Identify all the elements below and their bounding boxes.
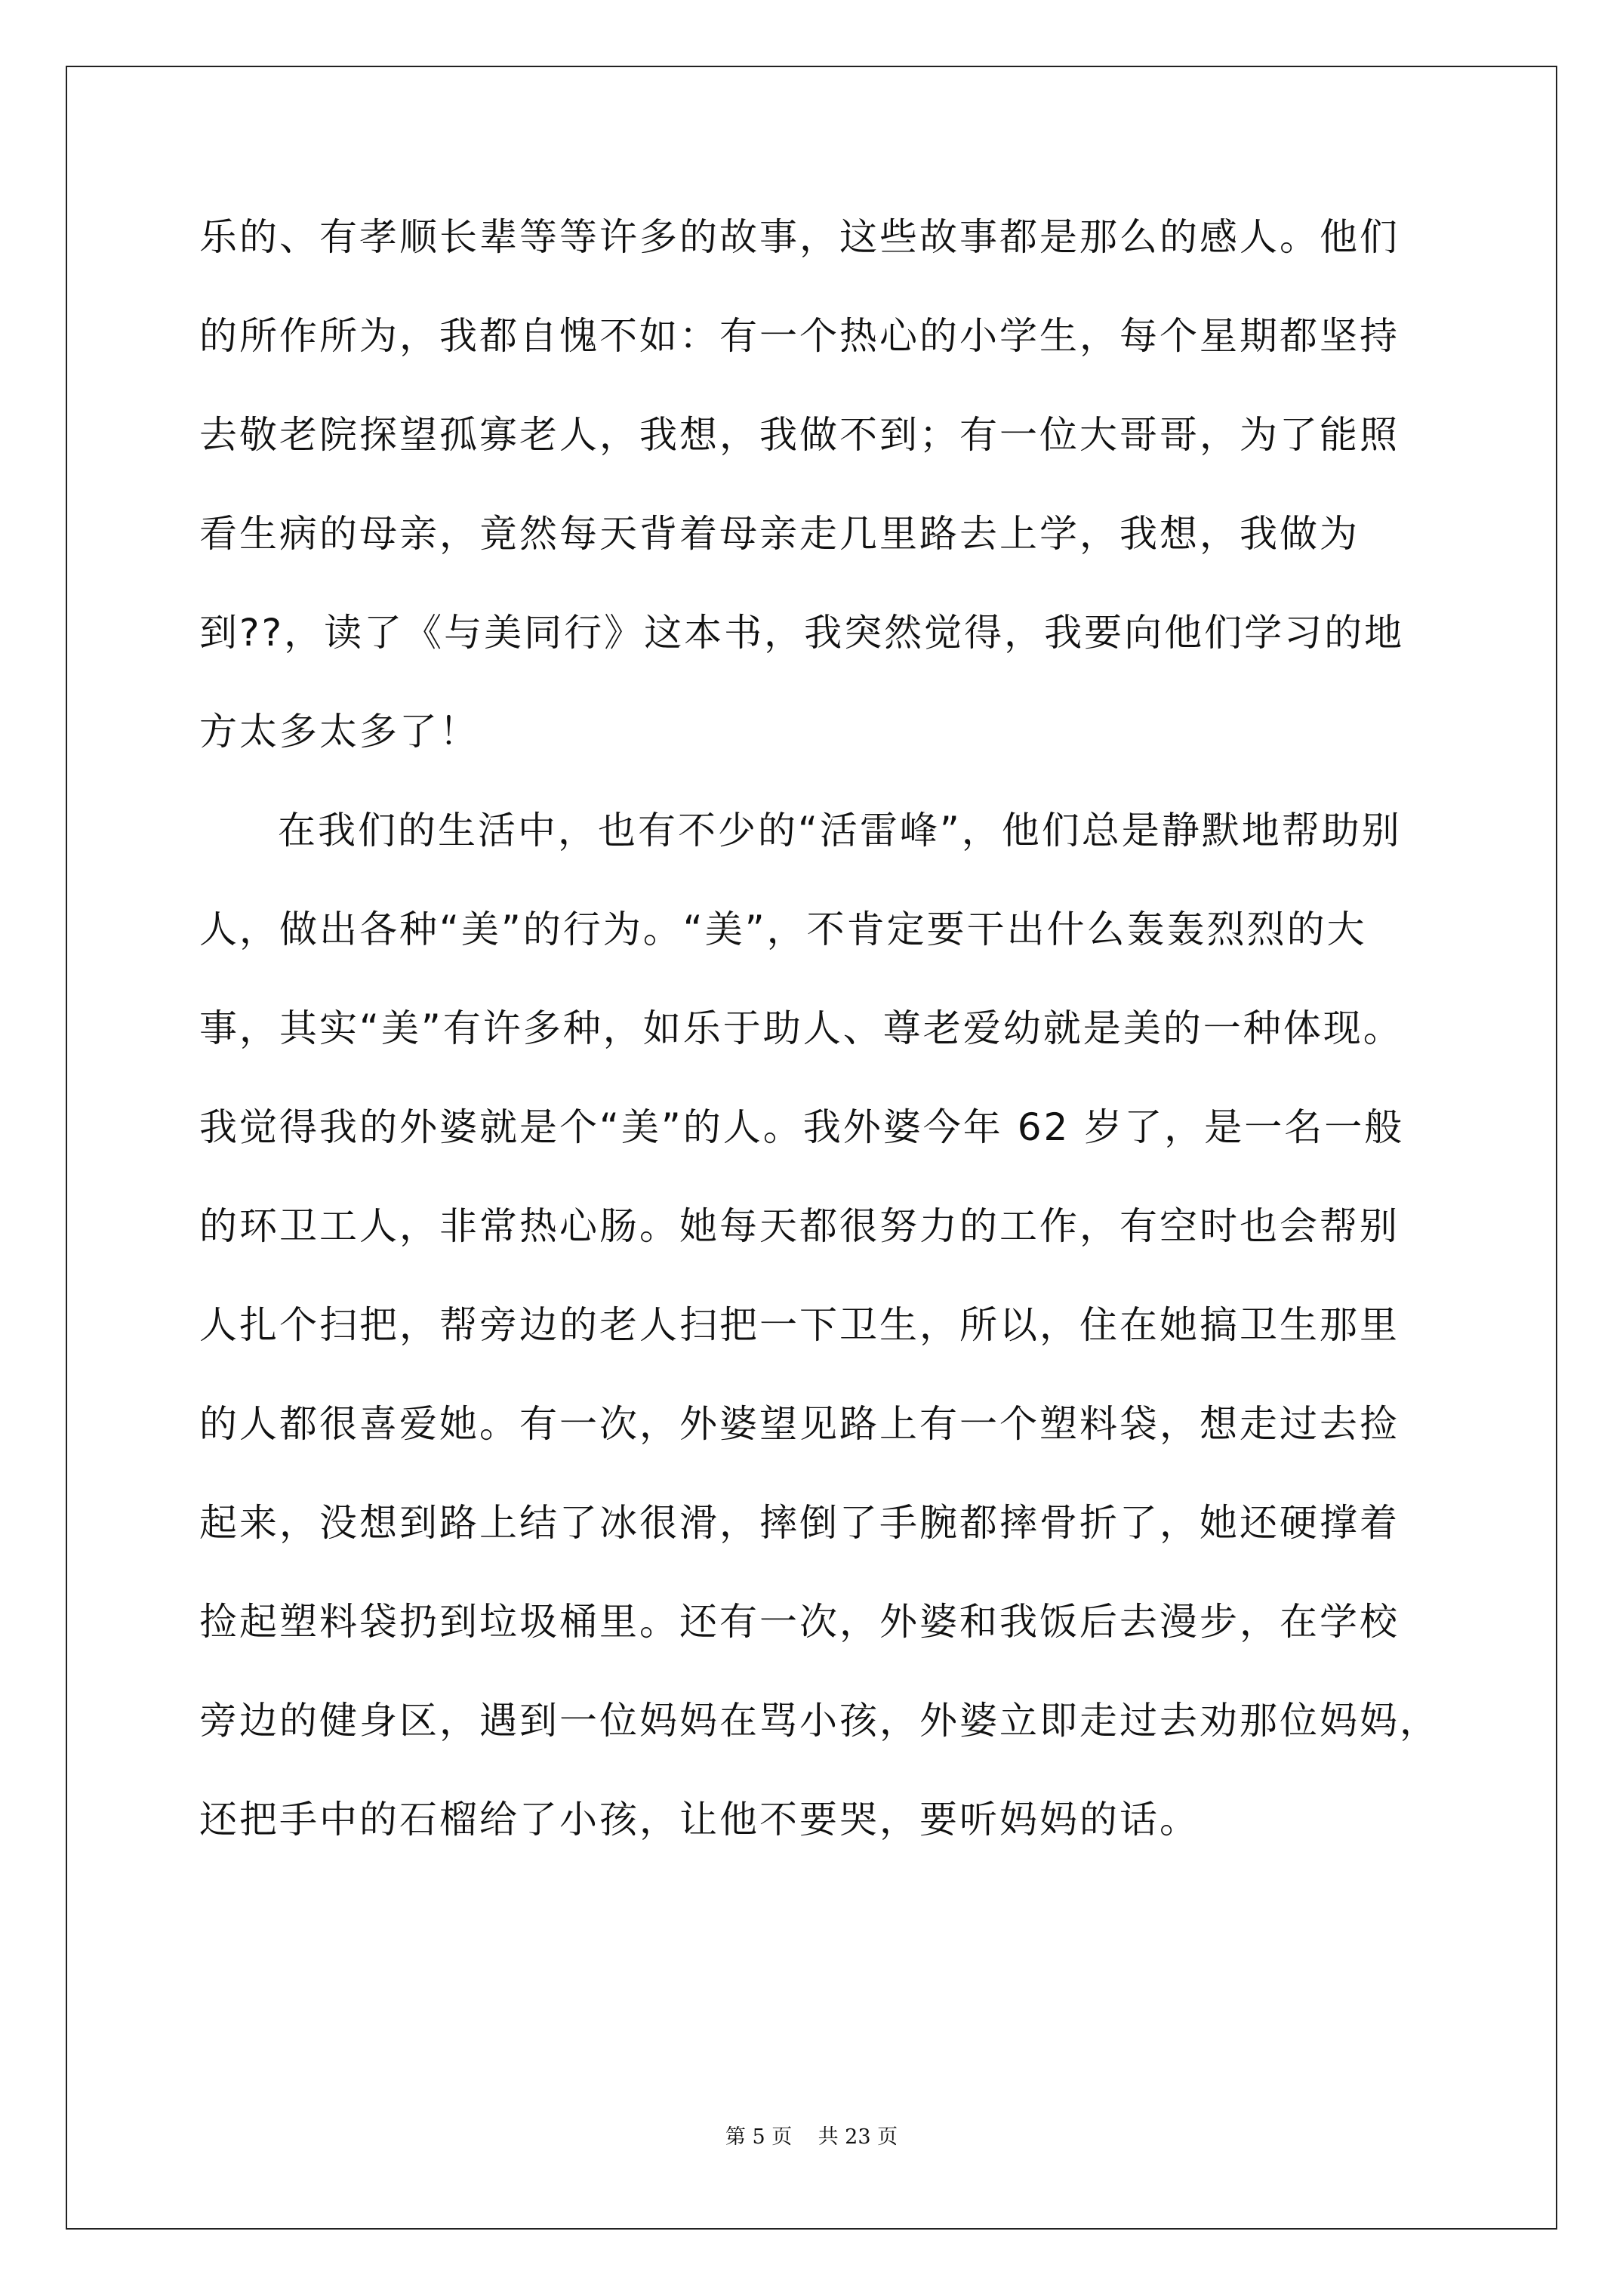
text-line: 事，其实“美”有许多种，如乐于助人、尊老爱幼就是美的一种体现。 xyxy=(199,1006,1403,1050)
text-line: 到??，读了《与美同行》这本书，我突然觉得，我要向他们学习的地 xyxy=(199,611,1405,655)
text-line: 捡起塑料袋扔到垃圾桶里。还有一次，外婆和我饭后去漫步，在学校 xyxy=(199,1600,1400,1644)
text-line: 人，做出各种“美”的行为。“美”，不肯定要干出什么轰轰烈烈的大 xyxy=(199,908,1367,951)
paragraph-2 xyxy=(199,803,1445,1891)
text-line: 在我们的生活中，也有不少的“活雷峰”，他们总是静默地帮助别 xyxy=(278,809,1402,852)
document-body xyxy=(199,210,1445,1891)
text-line: 的环卫工人，非常热心肠。她每天都很努力的工作，有空时也会帮别 xyxy=(199,1204,1400,1248)
text-line: 乐的、有孝顺长辈等等许多的故事，这些故事都是那么的感人。他们 xyxy=(199,215,1400,259)
text-line: 人扎个扫把，帮旁边的老人扫把一下卫生，所以，住在她搞卫生那里 xyxy=(199,1303,1400,1347)
text-line: 还把手中的石榴给了小孩，让他不要哭，要听妈妈的话。 xyxy=(199,1798,1200,1841)
text-line: 起来，没想到路上结了冰很滑，摔倒了手腕都摔骨折了，她还硬撑着 xyxy=(199,1501,1400,1545)
text-line: 我觉得我的外婆就是个“美”的人。我外婆今年 62 岁了，是一名一般 xyxy=(199,1105,1405,1149)
text-line: 看生病的母亲，竟然每天背着母亲走几里路去上学，我想，我做为 xyxy=(199,512,1360,556)
text-line: 方太多太多了！ xyxy=(199,710,479,754)
text-line: 去敬老院探望孤寡老人，我想，我做不到；有一位大哥哥，为了能照 xyxy=(199,413,1400,457)
text-line: 的所作所为，我都自愧不如：有一个热心的小学生，每个星期都坚持 xyxy=(199,314,1400,358)
text-line: 的人都很喜爱她。有一次，外婆望见路上有一个塑料袋，想走过去捡 xyxy=(199,1402,1400,1446)
page-number-footer: 第 5 页 共 23 页 xyxy=(725,2125,898,2149)
paragraph-1 xyxy=(199,210,1445,803)
text-line: 旁边的健身区，遇到一位妈妈在骂小孩，外婆立即走过去劝那位妈妈， xyxy=(199,1699,1440,1743)
